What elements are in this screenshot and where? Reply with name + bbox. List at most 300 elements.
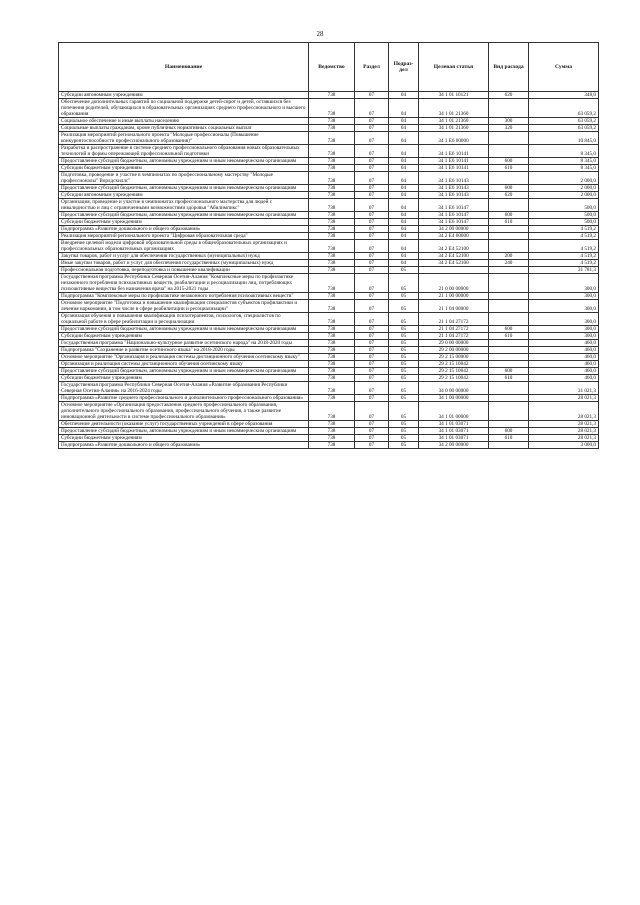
table-row (59, 313, 599, 326)
table-row (59, 212, 599, 219)
row-razdel: 07 (355, 219, 389, 226)
row-expense-type (489, 421, 529, 428)
page-number: 28 (316, 30, 324, 38)
row-expense-type: 610 (489, 435, 529, 442)
row-vedomstvo: 738 (309, 92, 355, 99)
row-target-article: 21 1 04 27172 (419, 313, 489, 326)
row-podrazdel: 05 (389, 326, 419, 333)
row-vedomstvo: 738 (309, 260, 355, 267)
row-podrazdel: 04 (389, 219, 419, 226)
row-target-article: 21 0 00 00000 (419, 274, 489, 293)
row-sum: 31 781,3 (529, 267, 599, 274)
row-razdel: 07 (355, 199, 389, 212)
row-expense-type: 620 (489, 92, 529, 99)
row-podrazdel: 05 (389, 395, 419, 402)
row-podrazdel: 04 (389, 92, 419, 99)
row-target-article: 21 1 04 00000 (419, 300, 489, 313)
row-name: Государственная программа "Национально-культурное развитие осетинского народа" на 2018-2020 годы (59, 340, 309, 347)
row-vedomstvo: 738 (309, 368, 355, 375)
row-vedomstvo: 738 (309, 125, 355, 132)
header-razdel: Раздел (355, 43, 389, 92)
row-podrazdel: 05 (389, 354, 419, 361)
row-expense-type (489, 274, 529, 293)
row-vedomstvo: 738 (309, 428, 355, 435)
row-name: Разработка и распространение в системе среднего профессионального образования новых образовательных технологий и формы опережающей профессиональной подготовки (59, 145, 309, 158)
row-target-article: 34 1 01 03071 (419, 421, 489, 428)
row-sum: 63 059,2 (529, 118, 599, 125)
row-expense-type (489, 340, 529, 347)
row-podrazdel: 04 (389, 99, 419, 118)
row-podrazdel: 04 (389, 132, 419, 145)
row-target-article: 34 1 E6 10141 (419, 165, 489, 172)
row-target-article: 34 1 E6 10141 (419, 145, 489, 158)
row-podrazdel: 04 (389, 125, 419, 132)
row-name: Основное мероприятие «Организация предоставления среднего профессионального образования, дополнительного профессионального образования, профессионального обучения, а также развитие инновационной деятельности в системе профессионального образования» (59, 402, 309, 421)
table-row (59, 99, 599, 118)
row-vedomstvo: 738 (309, 382, 355, 395)
row-expense-type (489, 199, 529, 212)
row-target-article: 29 2 15 10042 (419, 361, 489, 368)
row-target-article: 21 1 04 27172 (419, 333, 489, 340)
row-sum: 8 345,0 (529, 145, 599, 158)
table-row (59, 199, 599, 212)
row-expense-type (489, 233, 529, 240)
row-razdel: 07 (355, 333, 389, 340)
row-target-article: 34 1 01 21360 (419, 125, 489, 132)
row-sum: 2 000,0 (529, 192, 599, 199)
row-razdel: 07 (355, 233, 389, 240)
table-row (59, 172, 599, 185)
row-razdel: 07 (355, 375, 389, 382)
row-name: Государственная программа Республики Северная Осетия-Алания "Комплексные меры по профилактике незаконного потребления психоактивных веществ, реабилитации и ресоциализации лиц, потребляющих психоактивные вещества без назначения врача" на 2015-2021 годы (59, 274, 309, 293)
row-sum: 31 021,3 (529, 382, 599, 395)
row-expense-type: 600 (489, 428, 529, 435)
row-podrazdel: 04 (389, 233, 419, 240)
table-row (59, 253, 599, 260)
row-expense-type: 600 (489, 212, 529, 219)
row-vedomstvo: 738 (309, 99, 355, 118)
row-name: Субсидии бюджетным учреждениям (59, 219, 309, 226)
row-expense-type (489, 300, 529, 313)
table-row (59, 118, 599, 125)
row-podrazdel: 05 (389, 361, 419, 368)
row-name: Организация обучения и повышения квалификации психотерапевтов, психологов, специалистов по социальной работе в сфере реабилитации и ресоциализации (59, 313, 309, 326)
row-name: Социальные выплаты гражданам, кроме публичных нормативных социальных выплат (59, 125, 309, 132)
row-razdel: 07 (355, 212, 389, 219)
row-podrazdel: 04 (389, 145, 419, 158)
row-target-article: 21 1 04 27172 (419, 326, 489, 333)
header-podrazdel: Подраз-дел (389, 43, 419, 92)
row-sum: 460,0 (529, 368, 599, 375)
row-podrazdel: 05 (389, 368, 419, 375)
row-podrazdel: 05 (389, 442, 419, 449)
row-podrazdel: 05 (389, 300, 419, 313)
row-razdel: 07 (355, 313, 389, 326)
row-name: Предоставление субсидий бюджетным, автономным учреждениям и иным некоммерческим организациям (59, 326, 309, 333)
row-vedomstvo: 738 (309, 274, 355, 293)
row-target-article: 29 2 15 10042 (419, 368, 489, 375)
row-podrazdel: 04 (389, 158, 419, 165)
header-expense-type: Вид расхода (489, 43, 529, 92)
row-vedomstvo: 738 (309, 145, 355, 158)
header-vedomstvo: Ведомство (309, 43, 355, 92)
row-razdel: 07 (355, 92, 389, 99)
row-name: Предоставление субсидий бюджетным, автономным учреждениям и иным некоммерческим организациям (59, 158, 309, 165)
table-row (59, 267, 599, 274)
table-row (59, 145, 599, 158)
row-razdel: 07 (355, 192, 389, 199)
header-name: Наименование (59, 43, 309, 92)
table-row (59, 421, 599, 428)
row-sum: 28 021,3 (529, 435, 599, 442)
table-row (59, 402, 599, 421)
table-row (59, 219, 599, 226)
row-expense-type: 610 (489, 165, 529, 172)
row-vedomstvo: 738 (309, 442, 355, 449)
row-expense-type: 200 (489, 253, 529, 260)
row-vedomstvo: 738 (309, 192, 355, 199)
row-podrazdel: 05 (389, 421, 419, 428)
row-sum: 28 021,3 (529, 428, 599, 435)
row-razdel: 07 (355, 132, 389, 145)
table-row (59, 368, 599, 375)
row-razdel: 07 (355, 118, 389, 125)
row-name: Иные закупки товаров, работ и услуг для обеспечения государственных (муниципальных) нужд (59, 260, 309, 267)
row-vedomstvo: 738 (309, 293, 355, 300)
row-target-article: 34 1 01 03071 (419, 435, 489, 442)
table-row (59, 260, 599, 267)
row-target-article: 34 1 E6 10143 (419, 192, 489, 199)
row-target-article: 34 1 E6 00000 (419, 132, 489, 145)
row-target-article: 34 1 01 21360 (419, 118, 489, 125)
row-name: Субсидии бюджетным учреждениям (59, 375, 309, 382)
row-podrazdel: 05 (389, 267, 419, 274)
row-razdel: 07 (355, 354, 389, 361)
row-sum: 4 519,2 (529, 240, 599, 253)
row-sum: 8 345,0 (529, 158, 599, 165)
row-razdel: 07 (355, 125, 389, 132)
row-vedomstvo: 738 (309, 233, 355, 240)
table-row (59, 395, 599, 402)
row-podrazdel: 05 (389, 274, 419, 293)
row-expense-type: 320 (489, 125, 529, 132)
row-expense-type (489, 145, 529, 158)
row-expense-type (489, 402, 529, 421)
row-sum: 460,0 (529, 375, 599, 382)
row-name: Субсидии автономным учреждениям (59, 92, 309, 99)
row-target-article: 29 2 15 00000 (419, 354, 489, 361)
row-sum: 4 519,2 (529, 253, 599, 260)
row-sum: 460,0 (529, 340, 599, 347)
row-target-article: 34 1 E6 10143 (419, 172, 489, 185)
table-row (59, 333, 599, 340)
table-row (59, 233, 599, 240)
row-podrazdel: 05 (389, 340, 419, 347)
table-row (59, 354, 599, 361)
row-podrazdel: 05 (389, 347, 419, 354)
table-row (59, 326, 599, 333)
row-expense-type: 240 (489, 260, 529, 267)
row-vedomstvo: 738 (309, 361, 355, 368)
table-row (59, 132, 599, 145)
row-target-article: 34 1 01 10121 (419, 92, 489, 99)
row-razdel: 07 (355, 99, 389, 118)
row-vedomstvo: 738 (309, 212, 355, 219)
row-razdel: 07 (355, 368, 389, 375)
row-podrazdel: 05 (389, 375, 419, 382)
row-podrazdel: 04 (389, 253, 419, 260)
row-sum: 500,0 (529, 219, 599, 226)
row-vedomstvo: 738 (309, 402, 355, 421)
row-sum: 300,0 (529, 300, 599, 313)
row-razdel: 07 (355, 442, 389, 449)
row-name: Подпрограмма «Развитие дошкольного и общего образования» (59, 442, 309, 449)
row-target-article: 34 1 E6 10147 (419, 199, 489, 212)
table-row (59, 382, 599, 395)
row-name: Предоставление субсидий бюджетным, автономным учреждениям и иным некоммерческим организациям (59, 185, 309, 192)
row-razdel: 07 (355, 402, 389, 421)
table-row (59, 240, 599, 253)
row-target-article: 34 1 E6 10147 (419, 219, 489, 226)
row-expense-type: 620 (489, 192, 529, 199)
row-vedomstvo: 738 (309, 313, 355, 326)
row-razdel: 07 (355, 226, 389, 233)
row-expense-type: 300 (489, 118, 529, 125)
row-podrazdel: 05 (389, 333, 419, 340)
row-vedomstvo: 738 (309, 253, 355, 260)
row-name: Государственная программа Республики Северная Осетия-Алания «Развитие образования Республики Северная Осетия-Алания» на 2016-2024 годы (59, 382, 309, 395)
row-podrazdel: 05 (389, 313, 419, 326)
row-razdel: 07 (355, 428, 389, 435)
row-target-article: 34 2 00 00000 (419, 442, 489, 449)
row-sum: 300,0 (529, 333, 599, 340)
row-sum: 460,0 (529, 347, 599, 354)
row-podrazdel: 05 (389, 435, 419, 442)
row-sum: 3 000,0 (529, 442, 599, 449)
row-name: Основное мероприятие "Организация и реализация системы дистанционного обучения осетинскому языку" (59, 354, 309, 361)
table-row (59, 165, 599, 172)
row-expense-type: 600 (489, 368, 529, 375)
row-target-article: 34 1 01 21360 (419, 99, 489, 118)
row-vedomstvo: 738 (309, 158, 355, 165)
row-razdel: 07 (355, 435, 389, 442)
table-row (59, 125, 599, 132)
row-expense-type: 610 (489, 333, 529, 340)
row-razdel: 07 (355, 158, 389, 165)
row-podrazdel: 05 (389, 382, 419, 395)
row-name: Реализация мероприятий регионального проекта "Молодые профессионалы (Повышение конкурентоспособности профессионального образования)" (59, 132, 309, 145)
row-sum: 4 519,2 (529, 260, 599, 267)
row-razdel: 07 (355, 361, 389, 368)
row-expense-type (489, 240, 529, 253)
row-expense-type (489, 226, 529, 233)
row-podrazdel: 05 (389, 293, 419, 300)
row-vedomstvo: 738 (309, 340, 355, 347)
row-sum: 300,0 (529, 293, 599, 300)
table-row (59, 340, 599, 347)
row-sum: 28 021,3 (529, 421, 599, 428)
row-vedomstvo: 738 (309, 132, 355, 145)
row-sum: 28 021,3 (529, 402, 599, 421)
row-vedomstvo: 738 (309, 226, 355, 233)
row-sum: 28 021,3 (529, 395, 599, 402)
row-expense-type (489, 267, 529, 274)
row-name: Организация, проведение и участие в чемпионатах профессионального мастерства для людей с инвалидностью и лиц с ограниченными возможностями здоровья "Абилимпикс" (59, 199, 309, 212)
row-expense-type: 600 (489, 185, 529, 192)
row-name: Основное мероприятие "Подготовка и повышение квалификации специалистов субъектов профилактики и лечения наркомании, в том числе в сфере реабилитации и ресоциализации" (59, 300, 309, 313)
row-vedomstvo: 738 (309, 118, 355, 125)
row-razdel: 07 (355, 300, 389, 313)
row-expense-type (489, 99, 529, 118)
row-target-article: 34 1 00 00000 (419, 395, 489, 402)
row-razdel: 07 (355, 267, 389, 274)
row-podrazdel: 04 (389, 165, 419, 172)
row-sum: 63 059,2 (529, 125, 599, 132)
row-sum: 300,0 (529, 326, 599, 333)
row-vedomstvo: 738 (309, 267, 355, 274)
row-podrazdel: 05 (389, 428, 419, 435)
row-target-article: 34 1 E6 10143 (419, 185, 489, 192)
row-name: Обеспечение деятельности (оказание услуг) государственных учреждений в сфере образования (59, 421, 309, 428)
table-row (59, 226, 599, 233)
row-podrazdel: 04 (389, 118, 419, 125)
row-target-article: 34 2 E4 52100 (419, 240, 489, 253)
row-expense-type (489, 347, 529, 354)
row-name: Реализация мероприятий регионального проекта "Цифровая образовательная среда" (59, 233, 309, 240)
row-razdel: 07 (355, 253, 389, 260)
row-podrazdel: 04 (389, 192, 419, 199)
table-row (59, 274, 599, 293)
row-razdel: 07 (355, 172, 389, 185)
row-expense-type (489, 172, 529, 185)
row-expense-type (489, 382, 529, 395)
row-name: Предоставление субсидий бюджетным, автономным учреждениям и иным некоммерческим организациям (59, 212, 309, 219)
row-target-article: 34 0 00 00000 (419, 382, 489, 395)
row-vedomstvo: 738 (309, 333, 355, 340)
row-sum: 348,0 (529, 92, 599, 99)
row-podrazdel: 04 (389, 260, 419, 267)
header-target-article: Целевая статья (419, 43, 489, 92)
row-target-article: 29 2 15 10042 (419, 375, 489, 382)
row-podrazdel: 04 (389, 199, 419, 212)
row-name: Субсидии бюджетным учреждениям (59, 435, 309, 442)
row-vedomstvo: 738 (309, 435, 355, 442)
row-name: Социальное обеспечение и иные выплаты населению (59, 118, 309, 125)
row-target-article: 29 2 00 00000 (419, 347, 489, 354)
row-vedomstvo: 738 (309, 347, 355, 354)
row-razdel: 07 (355, 326, 389, 333)
row-name: Профессиональная подготовка, переподготовка и повышение квалификации (59, 267, 309, 274)
row-sum: 63 059,2 (529, 99, 599, 118)
row-vedomstvo: 738 (309, 375, 355, 382)
row-target-article: 34 1 01 00000 (419, 402, 489, 421)
row-vedomstvo: 738 (309, 395, 355, 402)
row-sum: 300,0 (529, 274, 599, 293)
row-sum: 8 345,0 (529, 165, 599, 172)
row-name: Подпрограмма "Сохранение и развитие осетинского языка" на 2018-2020 годы (59, 347, 309, 354)
table-row (59, 428, 599, 435)
row-expense-type (489, 313, 529, 326)
row-expense-type (489, 395, 529, 402)
row-name: Подпрограмма "Комплексные меры по профилактике незаконного потребления психоактивных веществ" (59, 293, 309, 300)
header-sum: Сумма (529, 43, 599, 92)
table-row (59, 92, 599, 99)
row-vedomstvo: 738 (309, 199, 355, 212)
row-razdel: 07 (355, 260, 389, 267)
row-sum: 460,0 (529, 354, 599, 361)
row-name: Субсидии бюджетным учреждениям (59, 165, 309, 172)
table-row (59, 300, 599, 313)
row-sum: 2 000,0 (529, 172, 599, 185)
table-header-row (59, 43, 599, 92)
row-sum: 460,0 (529, 361, 599, 368)
table-row (59, 435, 599, 442)
row-name: Закупка товаров, работ и услуг для обеспечения государственных (муниципальных) нужд (59, 253, 309, 260)
row-sum: 10 845,0 (529, 132, 599, 145)
row-razdel: 07 (355, 395, 389, 402)
row-vedomstvo: 738 (309, 185, 355, 192)
table-row (59, 158, 599, 165)
row-podrazdel: 04 (389, 240, 419, 253)
row-razdel: 07 (355, 421, 389, 428)
row-expense-type: 600 (489, 158, 529, 165)
row-razdel: 07 (355, 145, 389, 158)
row-expense-type (489, 361, 529, 368)
row-vedomstvo: 738 (309, 219, 355, 226)
row-vedomstvo: 738 (309, 354, 355, 361)
row-vedomstvo: 738 (309, 421, 355, 428)
row-name: Подпрограмма «Развитие среднего профессионального и дополнительного профессионального образования» (59, 395, 309, 402)
row-sum: 4 519,2 (529, 233, 599, 240)
row-sum: 500,0 (529, 199, 599, 212)
row-razdel: 07 (355, 347, 389, 354)
row-name: Субсидии бюджетным учреждениям (59, 333, 309, 340)
budget-table (58, 42, 599, 449)
row-razdel: 07 (355, 165, 389, 172)
row-sum: 4 519,2 (529, 226, 599, 233)
row-name: Организация и реализация системы дистанционного обучения осетинскому языку (59, 361, 309, 368)
row-expense-type: 610 (489, 219, 529, 226)
row-name: Подготовка, проведение и участие в чемпионатах по профессиональному мастерству "Молодые профессионалы" Ворлдскиллс" (59, 172, 309, 185)
row-sum: 2 000,0 (529, 185, 599, 192)
table-row (59, 442, 599, 449)
row-expense-type (489, 354, 529, 361)
row-podrazdel: 04 (389, 185, 419, 192)
table-row (59, 192, 599, 199)
table-row (59, 293, 599, 300)
row-razdel: 07 (355, 185, 389, 192)
row-expense-type: 600 (489, 326, 529, 333)
row-target-article: 34 1 E6 10147 (419, 212, 489, 219)
row-target-article: 34 2 E4 52100 (419, 260, 489, 267)
row-target-article: 34 1 01 03071 (419, 428, 489, 435)
row-name: Обеспечение дополнительных гарантий по социальной поддержке детей-сирот и детей, оставшихся без попечения родителей, обучающихся в образовательных организациях среднего профессионального и высшего образования (59, 99, 309, 118)
row-vedomstvo: 738 (309, 326, 355, 333)
table-row (59, 185, 599, 192)
table-row (59, 347, 599, 354)
row-target-article: 29 0 00 00000 (419, 340, 489, 347)
row-expense-type (489, 442, 529, 449)
table-row (59, 375, 599, 382)
row-expense-type: 610 (489, 375, 529, 382)
table-row (59, 361, 599, 368)
row-vedomstvo: 738 (309, 172, 355, 185)
row-sum: 500,0 (529, 212, 599, 219)
row-razdel: 07 (355, 274, 389, 293)
row-razdel: 07 (355, 293, 389, 300)
row-podrazdel: 04 (389, 226, 419, 233)
row-sum: 300,0 (529, 313, 599, 326)
